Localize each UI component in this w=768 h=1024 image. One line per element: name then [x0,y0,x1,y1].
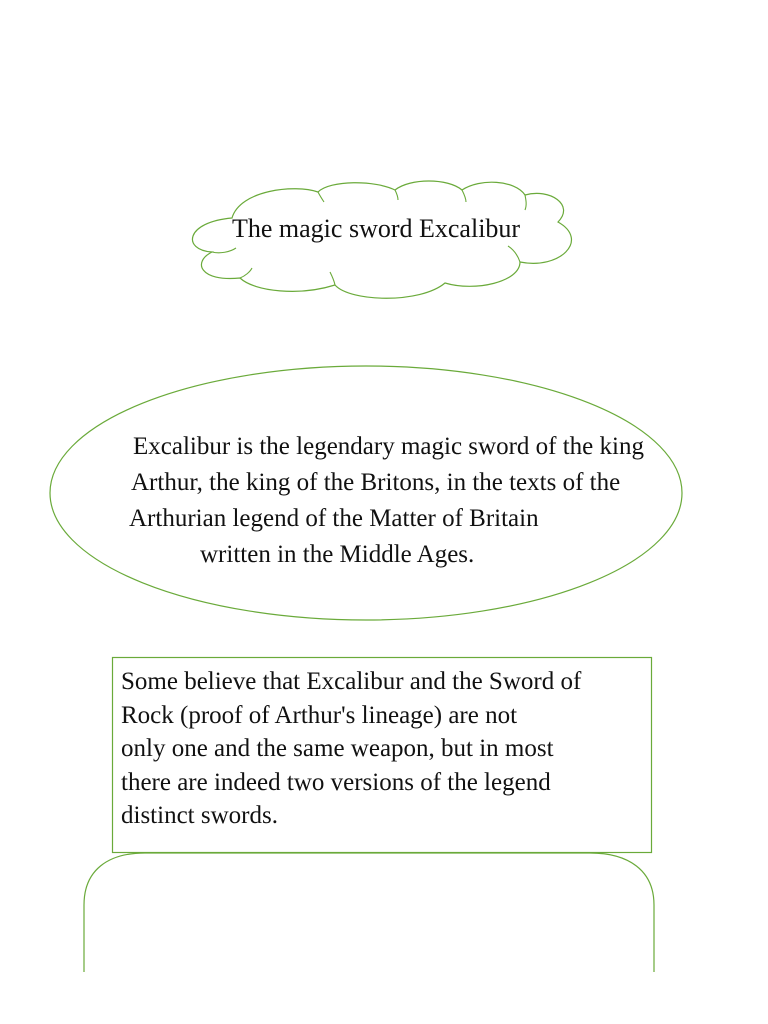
box-text-line-4: there are indeed two versions of the legend [121,768,551,796]
box-text-line-5: distinct swords. [121,802,278,829]
oval-text-line-3: Arthurian legend of the Matter of Britain [129,505,539,532]
page-title: The magic sword Excalibur [232,214,521,243]
oval-text-line-4: written in the Middle Ages. [200,541,475,568]
box-text-line-3: only one and the same weapon, but in most [121,735,554,762]
box-text-line-2: Rock (proof of Arthur's lineage) are not [121,701,518,729]
box-text-line-1: Some believe that Excalibur and the Sword of [121,668,582,695]
text-box [121,665,581,833]
oval-text-line-1: Excalibur is the legendary magic sword of the king [133,433,644,460]
oval-text-line-2: Arthur, the king of the Britons, in the texts of the [131,469,621,496]
rounded-box-shape [84,853,654,972]
